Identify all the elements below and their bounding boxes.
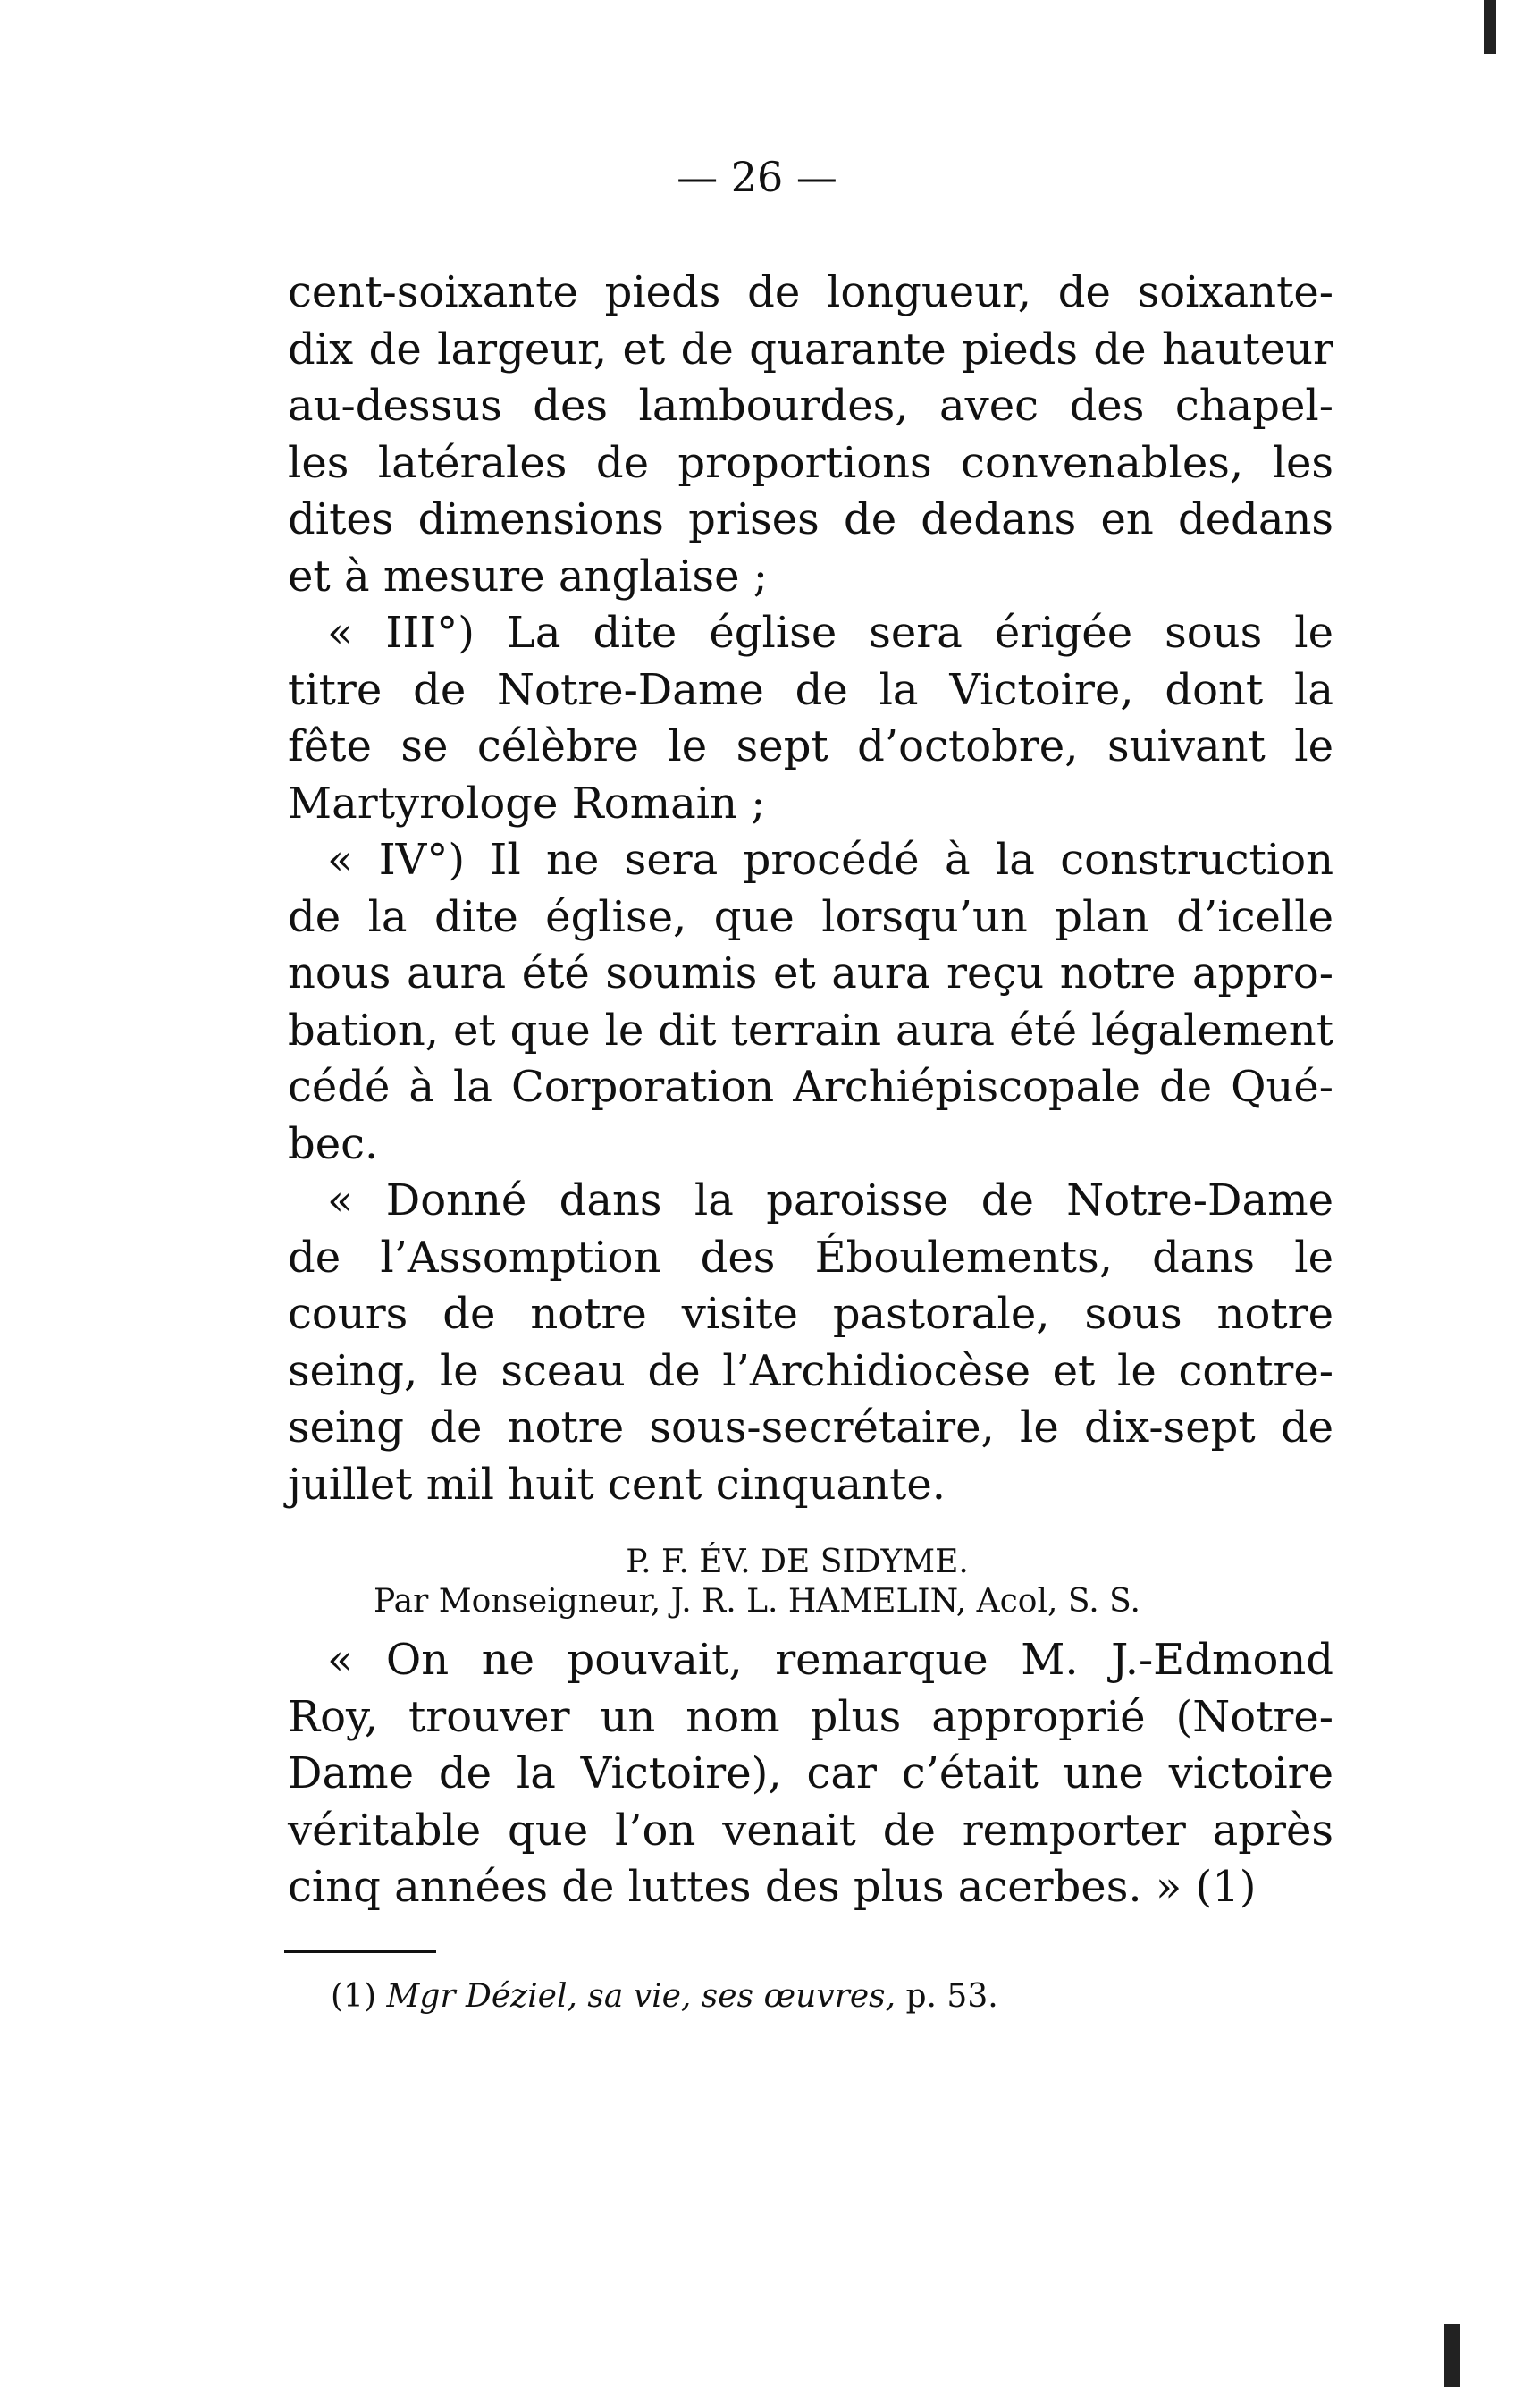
text-line: au-dessus des lambourdes, avec des chapel- <box>288 381 1333 431</box>
page-number: — 26 — <box>677 153 837 201</box>
text-line: « IV°) Il ne sera procédé à la construction <box>327 835 1333 885</box>
text-line: cours de notre visite pastorale, sous notre <box>288 1289 1333 1339</box>
text-line: bec. <box>288 1118 379 1169</box>
text-line: fête se célèbre le sept d’octobre, suivant le <box>288 721 1333 771</box>
text-line: cinq années de luttes des plus acerbes. » (1) <box>288 1862 1257 1912</box>
footnote-rule <box>284 1950 436 1953</box>
text-line: nous aura été soumis et aura reçu notre appro- <box>288 948 1333 998</box>
text-line: Martyrologe Romain ; <box>288 778 766 829</box>
footnote-title: Mgr Déziel, sa vie, ses œuvres, <box>386 1978 896 2015</box>
text-line: Dame de la Victoire), car c’était une victoire <box>288 1748 1333 1798</box>
signature-bishop: P. F. ÉV. DE SIDYME. <box>626 1544 969 1580</box>
text-line: « III°) La dite église sera érigée sous le <box>327 608 1333 658</box>
text-line: cédé à la Corporation Archiépiscopale de Qué- <box>288 1062 1333 1112</box>
text-line: de la dite église, que lorsqu’un plan d’icelle <box>288 891 1333 942</box>
text-line: seing, le sceau de l’Archidiocèse et le contre- <box>288 1345 1333 1396</box>
body-text-upper <box>288 265 1333 1513</box>
text-line: dix de largeur, et de quarante pieds de hauteur <box>288 324 1333 375</box>
body-text-lower <box>288 1632 1333 1916</box>
scan-artifact-top <box>1484 0 1496 54</box>
footnote <box>331 1977 998 2016</box>
text-line: et à mesure anglaise ; <box>288 551 768 602</box>
text-line: titre de Notre-Dame de la Victoire, dont la <box>288 664 1333 715</box>
text-line: « Donné dans la paroisse de Notre-Dame <box>327 1175 1333 1225</box>
text-line: seing de notre sous-secrétaire, le dix-sept de <box>288 1402 1333 1452</box>
text-line: véritable que l’on venait de remporter après <box>288 1805 1333 1856</box>
text-line: bation, et que le dit terrain aura été légalement <box>288 1005 1333 1056</box>
text-line: dites dimensions prises de dedans en dedans <box>288 494 1333 544</box>
footnote-page: p. 53. <box>905 1978 998 2015</box>
footnote-number: (1) <box>331 1978 376 2015</box>
text-line: « On ne pouvait, remarque M. J.-Edmond <box>327 1635 1333 1685</box>
scan-artifact-bottom <box>1444 2324 1460 2387</box>
signature-secretary: Par Monseigneur, J. R. L. HAMELIN, Acol, S. S. <box>374 1583 1140 1620</box>
text-line: juillet mil huit cent cinquante. <box>288 1459 946 1510</box>
text-line: les latérales de proportions convenables, les <box>288 437 1333 488</box>
text-line: cent-soixante pieds de longueur, de soixante- <box>288 267 1333 317</box>
text-line: Roy, trouver un nom plus approprié (Notre- <box>288 1691 1333 1742</box>
text-line: de l’Assomption des Éboulements, dans le <box>288 1232 1333 1283</box>
